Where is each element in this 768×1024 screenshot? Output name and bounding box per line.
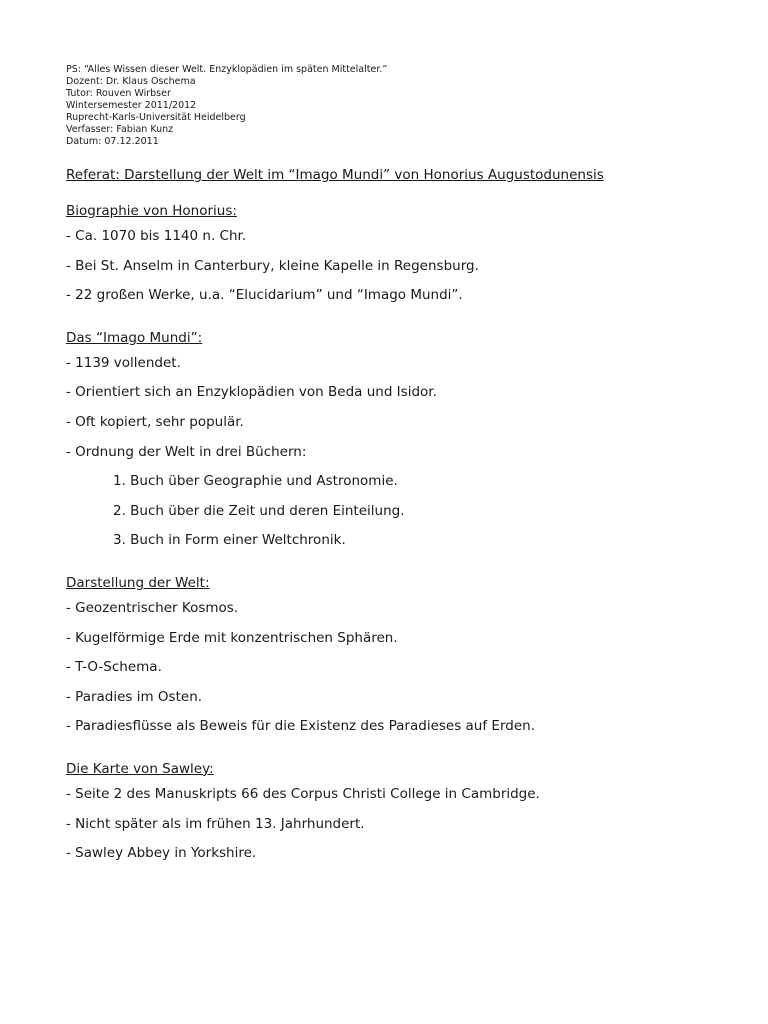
section-heading: Darstellung der Welt: — [66, 574, 210, 591]
document-title: Referat: Darstellung der Welt im “Imago Mundi” von Honorius Augustodunensis — [66, 167, 604, 183]
list-item: - 22 großen Werke, u.a. “Elucidarium” und “Imago Mundi”. — [66, 287, 463, 304]
list-item: - T-O-Schema. — [66, 659, 162, 676]
document-page — [66, 64, 716, 869]
header-line-lecturer: Dozent: Dr. Klaus Oschema — [66, 76, 196, 87]
list-item: - Seite 2 des Manuskripts 66 des Corpus Christi College in Cambridge. — [66, 785, 540, 802]
numbered-item: 1. Buch über Geographie und Astronomie. — [113, 473, 398, 490]
list-item: - Paradies im Osten. — [66, 688, 203, 705]
section-world-depiction — [66, 572, 716, 742]
list-item: - Geozentrischer Kosmos. — [66, 599, 239, 616]
header-line-semester: Wintersemester 2011/2012 — [66, 100, 197, 111]
list-item: - 1139 vollendet. — [66, 354, 181, 371]
header-line-tutor: Tutor: Rouven Wirbser — [66, 88, 171, 99]
list-item: - Orientiert sich an Enzyklopädien von Beda und Isidor. — [66, 384, 437, 401]
list-item: - Sawley Abbey in Yorkshire. — [66, 845, 257, 862]
section-imago-mundi — [66, 327, 716, 556]
list-item: - Ordnung der Welt in drei Büchern: — [66, 443, 307, 460]
header-line-date: Datum: 07.12.2011 — [66, 136, 159, 147]
header-line-course: PS: “Alles Wissen dieser Welt. Enzyklopädien im späten Mittelalter.” — [66, 64, 388, 75]
list-item: - Ca. 1070 bis 1140 n. Chr. — [66, 228, 247, 244]
section-heading: Das “Imago Mundi”: — [66, 329, 203, 346]
header-block — [66, 64, 716, 148]
list-item: - Oft kopiert, sehr populär. — [66, 413, 244, 430]
header-line-author: Verfasser: Fabian Kunz — [66, 124, 174, 135]
list-item: - Kugelförmige Erde mit konzentrischen Sphären. — [66, 629, 398, 646]
list-item: - Nicht später als im frühen 13. Jahrhundert. — [66, 815, 365, 832]
section-biography — [66, 200, 716, 311]
numbered-item: 2. Buch über die Zeit und deren Einteilung. — [113, 502, 405, 519]
list-item: - Paradiesflüsse als Beweis für die Existenz des Paradieses auf Erden. — [66, 718, 535, 735]
numbered-item: 3. Buch in Form einer Weltchronik. — [113, 532, 346, 549]
list-item: - Bei St. Anselm in Canterbury, kleine Kapelle in Regensburg. — [66, 257, 479, 274]
section-heading: Biographie von Honorius: — [66, 203, 237, 219]
header-line-university: Ruprecht-Karls-Universität Heidelberg — [66, 112, 246, 123]
section-sawley-map — [66, 758, 716, 869]
section-heading: Die Karte von Sawley: — [66, 760, 214, 777]
